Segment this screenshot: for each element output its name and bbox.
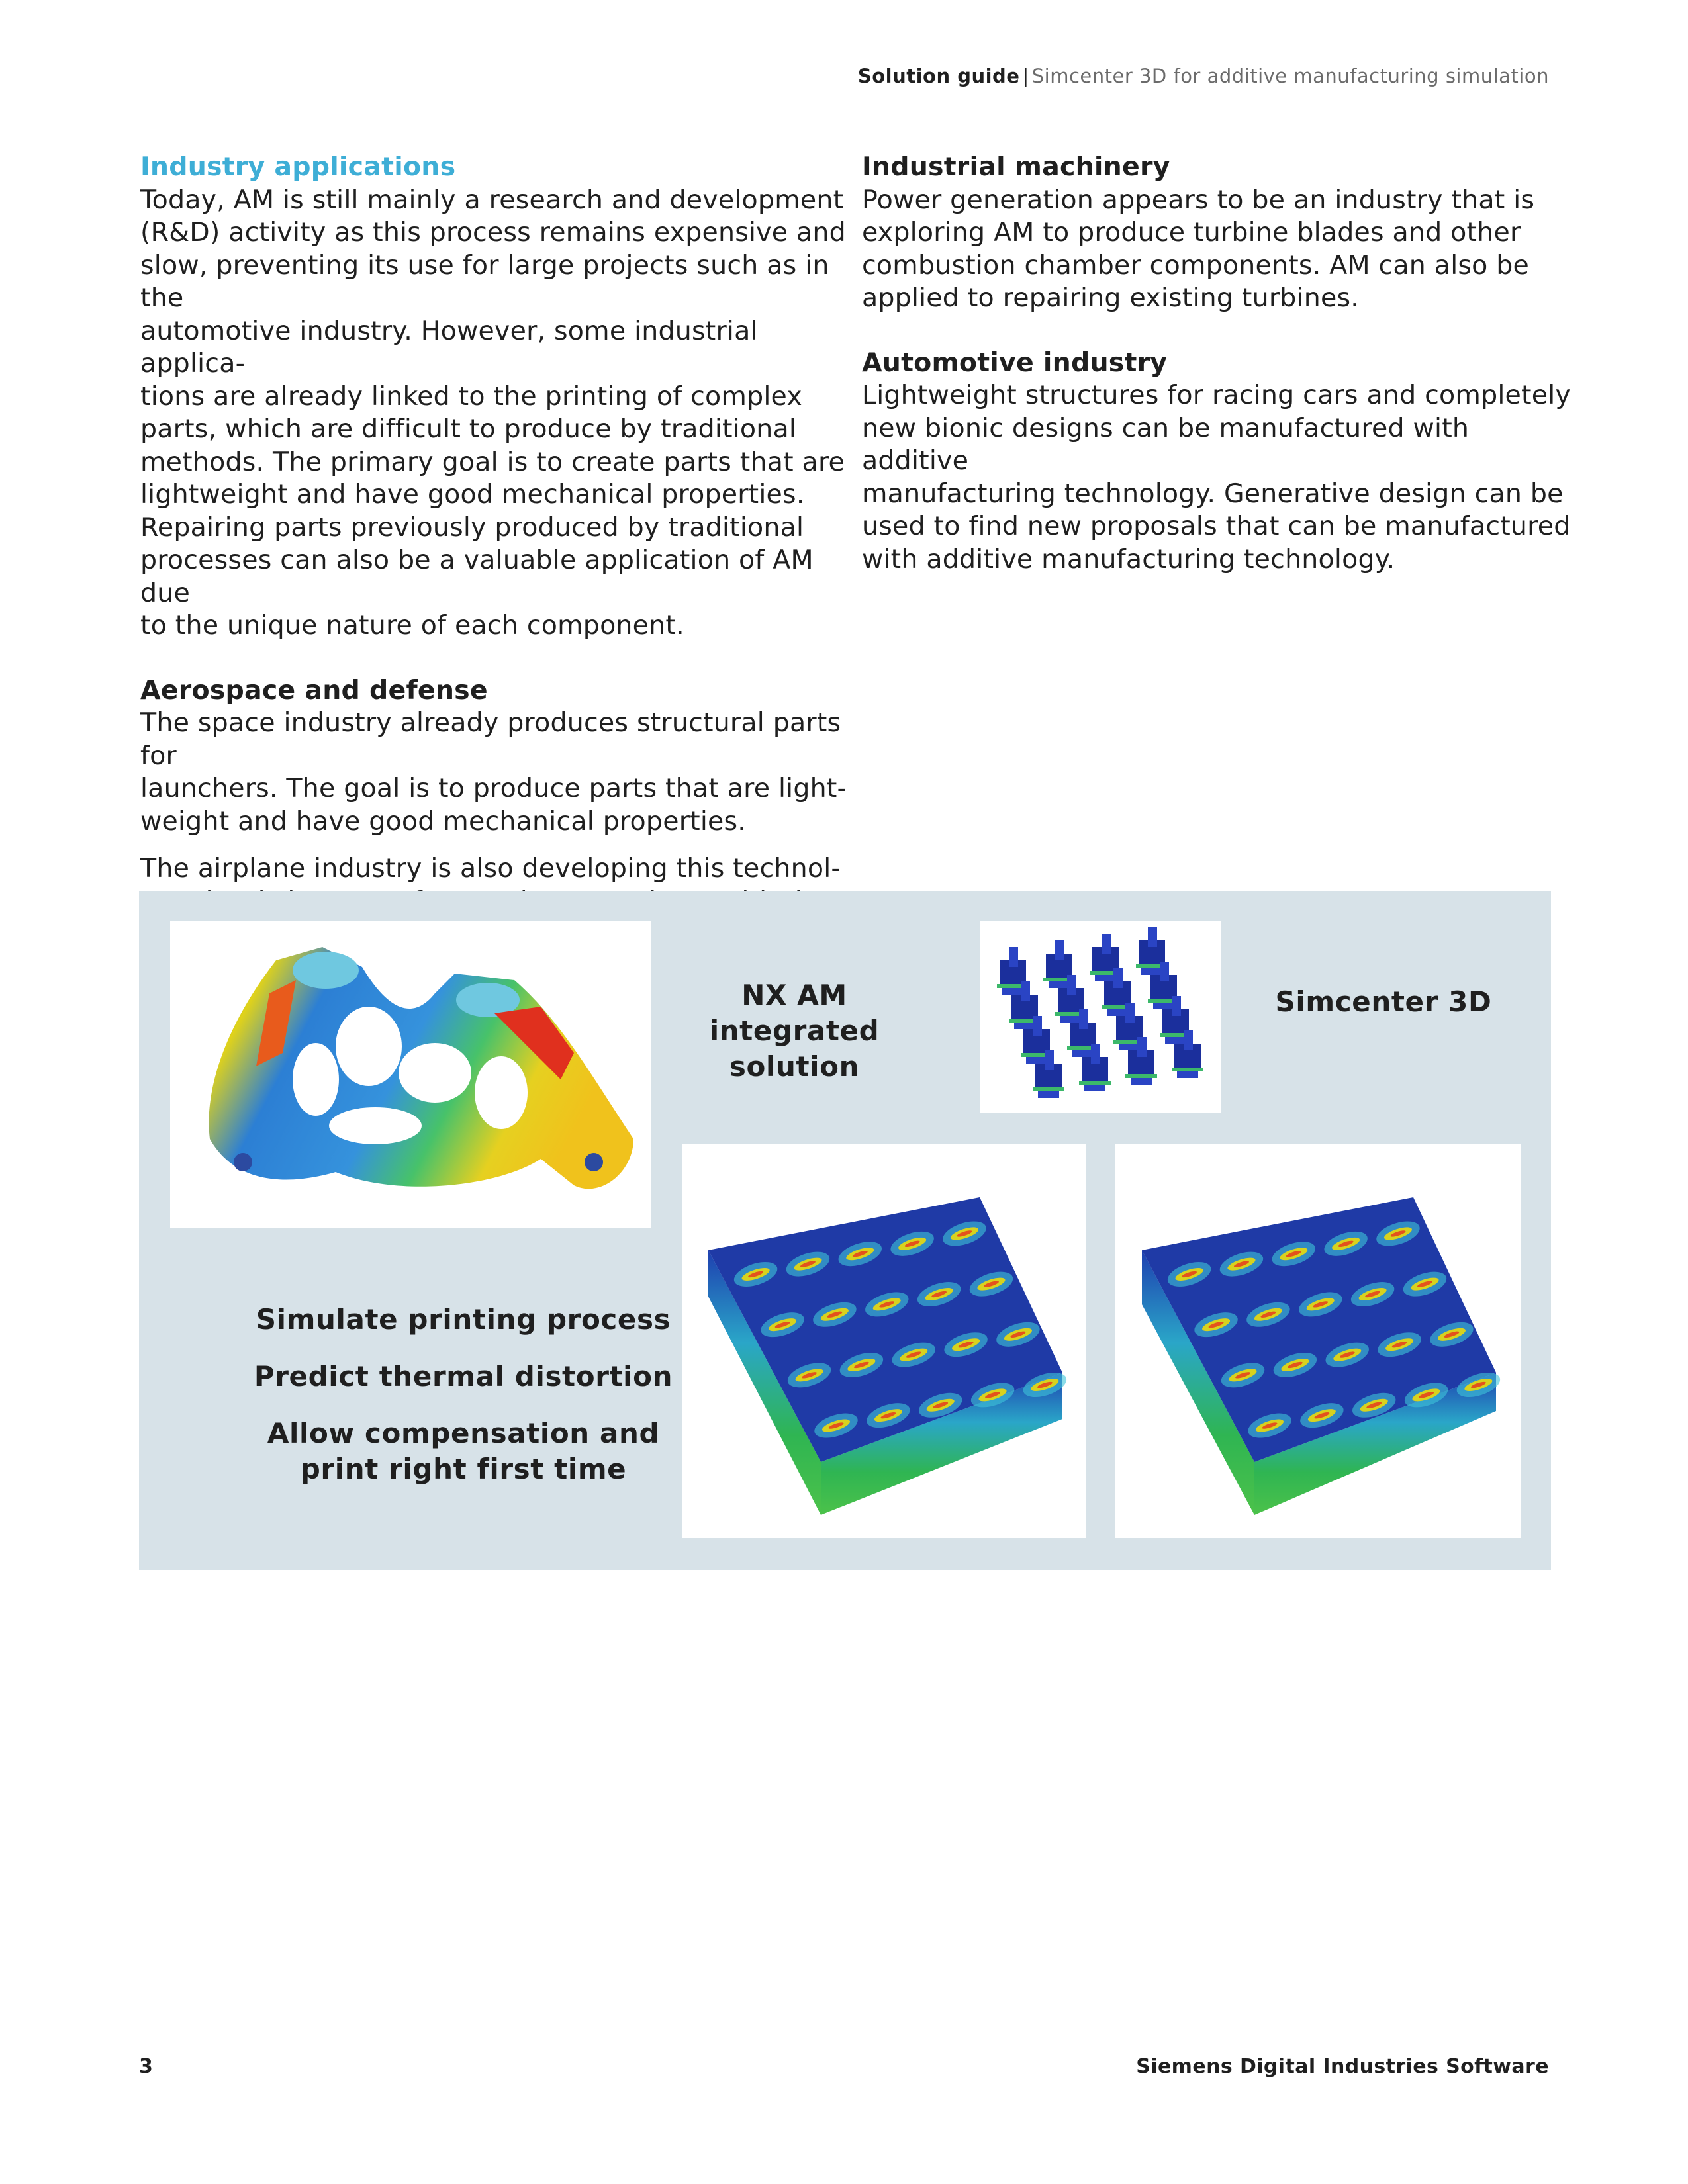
industrial-machinery-heading: Industrial machinery [862, 152, 1170, 182]
airplane-text: The airplane industry is also developing this technol- [140, 853, 841, 884]
header-subtitle: Simcenter 3D for additive manufacturing simulation [1031, 65, 1549, 87]
benefit-predict: Predict thermal distortion [254, 1360, 673, 1392]
industrial-machinery-text: Power generation appears to be an industry that is exploring AM to produce turbine blades and other combustion chamber components. AM can also be applied to repairing existing turbines. [862, 184, 1535, 313]
benefit-list [205, 1302, 722, 1508]
page-number: 3 [139, 2055, 153, 2078]
turbine-blades-image [980, 921, 1221, 1113]
automotive-heading: Automotive industry [862, 347, 1168, 378]
simcenter-label: Simcenter 3D [1275, 985, 1492, 1018]
aerospace-heading: Aerospace and defense [140, 674, 488, 705]
aerospace-text: The space industry already produces structural parts for launchers. The goal is to produce parts that are light- weight and have good mechanical properties. [140, 707, 847, 837]
benefit-compensation: Allow compensation and print right first time [267, 1417, 660, 1485]
header-separator: | [1022, 65, 1029, 87]
industry-applications-text: Today, AM is still mainly a research and development (R&D) activity as this process remains expensive and slow, preventing its use for large projects such as in the automotive industry. However, some industrial applica- tions are already linked to the printing of complex parts, which are difficult to produce by traditional methods. The primary goal is to create parts that are lightweight and have good mechanical properties. Repairing parts previously produced by traditional processes can also be a valuable application of AM due to the unique nature of each component. [140, 184, 846, 641]
footer-company: Siemens Digital Industries Software [1136, 2055, 1549, 2078]
build-plate-distortion-image [1115, 1144, 1521, 1538]
benefit-simulate: Simulate printing process [256, 1303, 671, 1336]
page-header [858, 65, 1549, 87]
industry-applications-heading: Industry applications [140, 152, 456, 182]
right-column [862, 151, 1577, 576]
workflow-figure-panel [139, 891, 1551, 1570]
nx-am-label: NX AM integrated solution [709, 979, 880, 1083]
automotive-text: Lightweight structures for racing cars and completely new bionic designs can be manufactured with additive manufacturing technology. Generative design can be used to find new proposals that can be manufactured with additive manufacturing technology. [862, 380, 1571, 574]
build-plate-thermal-image [682, 1144, 1086, 1538]
left-column [140, 151, 855, 983]
header-title: Solution guide [857, 65, 1020, 87]
generative-bracket-image [170, 921, 651, 1228]
